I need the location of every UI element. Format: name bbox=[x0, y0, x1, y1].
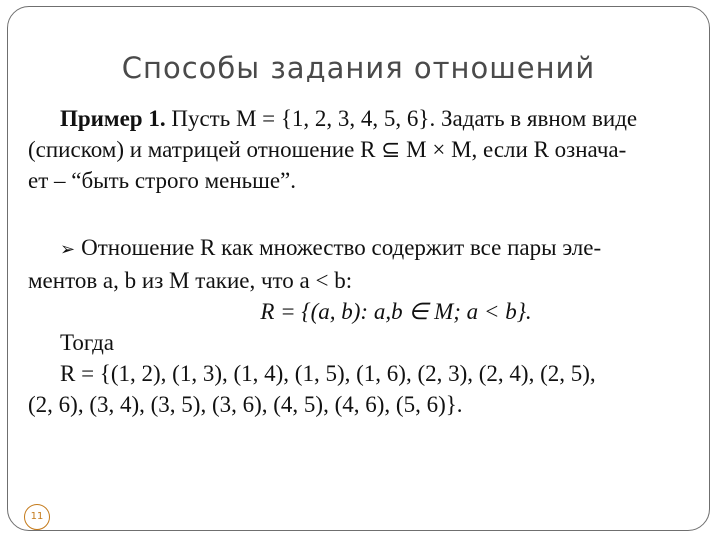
arrow-bullet-icon: ➢ bbox=[60, 239, 76, 260]
slide-content bbox=[28, 103, 704, 420]
example-line-3: ет – “быть строго меньше”. bbox=[28, 168, 297, 193]
result-line-2: (2, 6), (3, 4), (3, 5), (3, 6), (4, 5), (4, 6), (5, 6)}. bbox=[28, 392, 463, 417]
bullet-line-1 bbox=[28, 232, 704, 265]
example-line-1 bbox=[28, 103, 704, 134]
page-number-badge: 11 bbox=[24, 504, 50, 530]
slide-title: Способы задания отношений bbox=[121, 51, 596, 85]
bullet-line-2: ментов a, b из M такие, что a < b: bbox=[28, 268, 353, 293]
definition-text: R = {(a, b): a,b ∈ M; a < b}. bbox=[260, 299, 532, 324]
example-label: Пример 1. bbox=[60, 106, 166, 131]
example-line-2: (списком) и матрицей отношение R ⊆ M × M, если R означа- bbox=[28, 137, 627, 162]
slide-frame bbox=[7, 6, 710, 531]
then-label: Тогда bbox=[60, 330, 115, 355]
spacer bbox=[28, 196, 704, 232]
bullet-text-1: Отношение R как множество содержит все пары эле- bbox=[81, 235, 602, 260]
example-sentence-1: Пусть M = {1, 2, 3, 4, 5, 6}. Задать в явном виде bbox=[171, 106, 638, 131]
definition-formula bbox=[28, 296, 704, 327]
result-line-1: R = {(1, 2), (1, 3), (1, 4), (1, 5), (1, 6), (2, 3), (2, 4), (2, 5), bbox=[60, 361, 596, 386]
